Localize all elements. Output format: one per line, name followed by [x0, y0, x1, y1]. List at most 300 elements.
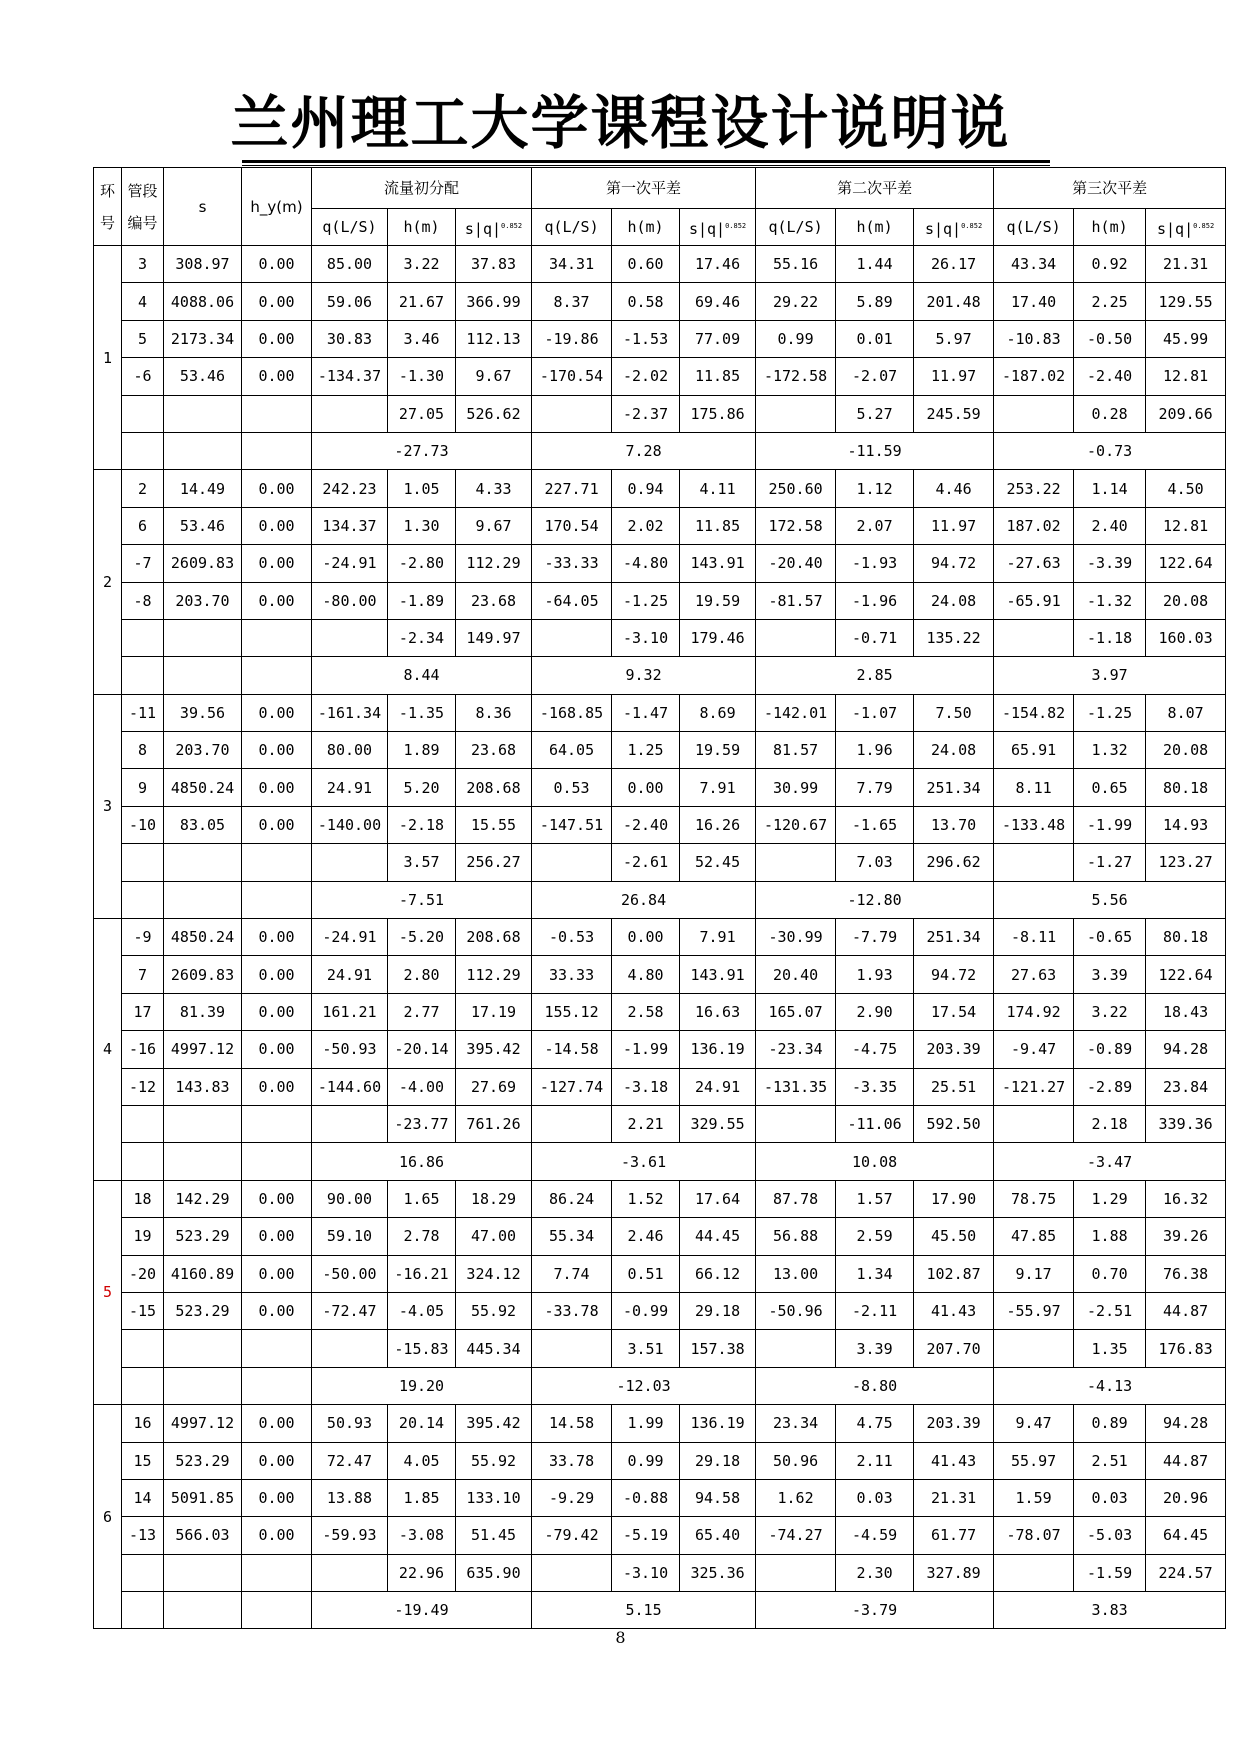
value-cell: 395.42 [456, 1031, 532, 1068]
hy-cell: 0.00 [242, 470, 312, 507]
pipe-id-cell: -6 [122, 358, 164, 395]
empty-cell [122, 395, 164, 432]
resistance-cell: 523.29 [164, 1218, 242, 1255]
value-cell: 17.90 [914, 1180, 994, 1217]
value-cell: -187.02 [994, 358, 1074, 395]
value-cell: 0.60 [612, 246, 680, 283]
value-cell: 4.80 [612, 956, 680, 993]
sq-sum-cell: 635.90 [456, 1554, 532, 1591]
value-cell: 0.03 [1074, 1479, 1146, 1516]
value-cell: 203.39 [914, 1405, 994, 1442]
value-cell: 86.24 [532, 1180, 612, 1217]
sum-row [94, 844, 1226, 881]
value-cell: 4.11 [680, 470, 756, 507]
empty-cell [994, 1105, 1074, 1142]
pipe-id-cell: 7 [122, 956, 164, 993]
value-cell: 1.32 [1074, 732, 1146, 769]
value-cell: -2.18 [388, 806, 456, 843]
value-cell: 0.00 [612, 769, 680, 806]
value-cell: 2.02 [612, 507, 680, 544]
empty-cell [312, 395, 388, 432]
value-cell: 9.67 [456, 507, 532, 544]
headloss-sum-cell: -2.37 [612, 395, 680, 432]
value-cell: 13.00 [756, 1255, 836, 1292]
headloss-sum-cell: 5.27 [836, 395, 914, 432]
headloss-sum-cell: -0.71 [836, 619, 914, 656]
value-cell: 56.88 [756, 1218, 836, 1255]
empty-cell [532, 619, 612, 656]
hy-cell: 0.00 [242, 1180, 312, 1217]
value-cell: 16.63 [680, 993, 756, 1030]
correction-cell: 3.83 [994, 1592, 1226, 1629]
headloss-sum-cell: -3.10 [612, 619, 680, 656]
value-cell: 2.77 [388, 993, 456, 1030]
pipe-id-cell: -11 [122, 694, 164, 731]
value-cell: -16.21 [388, 1255, 456, 1292]
value-cell: 0.53 [532, 769, 612, 806]
value-cell: -2.40 [1074, 358, 1146, 395]
ring-number-cell: 4 [94, 919, 122, 1181]
correction-cell: 19.20 [312, 1367, 532, 1404]
empty-cell [122, 844, 164, 881]
value-cell: 201.48 [914, 283, 994, 320]
value-cell: 13.88 [312, 1479, 388, 1516]
table-row [94, 769, 1226, 806]
hy-cell: 0.00 [242, 1031, 312, 1068]
value-cell: -5.19 [612, 1517, 680, 1554]
value-cell: 4.46 [914, 470, 994, 507]
value-cell: -2.40 [612, 806, 680, 843]
table-row [94, 1218, 1226, 1255]
pipe-id-cell: 5 [122, 320, 164, 357]
pipe-id-cell: 6 [122, 507, 164, 544]
empty-cell [242, 432, 312, 469]
value-cell: 5.20 [388, 769, 456, 806]
value-cell: -172.58 [756, 358, 836, 395]
sq-sum-cell: 207.70 [914, 1330, 994, 1367]
value-cell: -65.91 [994, 582, 1074, 619]
headloss-subheader: h(m) [836, 209, 914, 246]
resistance-cell: 2609.83 [164, 956, 242, 993]
empty-cell [164, 844, 242, 881]
resistance-cell: 4850.24 [164, 769, 242, 806]
value-cell: 94.72 [914, 956, 994, 993]
empty-cell [312, 1330, 388, 1367]
headloss-sum-cell: 2.21 [612, 1105, 680, 1142]
value-cell: 66.12 [680, 1255, 756, 1292]
sq-sum-cell: 175.86 [680, 395, 756, 432]
value-cell: 33.33 [532, 956, 612, 993]
value-cell: 41.43 [914, 1292, 994, 1329]
value-cell: 250.60 [756, 470, 836, 507]
value-cell: 11.85 [680, 358, 756, 395]
value-cell: -19.86 [532, 320, 612, 357]
empty-cell [242, 844, 312, 881]
pipe-id-cell: 17 [122, 993, 164, 1030]
value-cell: -81.57 [756, 582, 836, 619]
table-row [94, 283, 1226, 320]
value-cell: 23.34 [756, 1405, 836, 1442]
value-cell: 227.71 [532, 470, 612, 507]
value-cell: 0.51 [612, 1255, 680, 1292]
value-cell: 1.29 [1074, 1180, 1146, 1217]
value-cell: -0.88 [612, 1479, 680, 1516]
value-cell: 134.37 [312, 507, 388, 544]
empty-cell [242, 395, 312, 432]
value-cell: 80.18 [1146, 769, 1226, 806]
value-cell: 0.89 [1074, 1405, 1146, 1442]
value-cell: 242.23 [312, 470, 388, 507]
empty-cell [164, 395, 242, 432]
empty-cell [122, 619, 164, 656]
value-cell: -2.02 [612, 358, 680, 395]
empty-cell [122, 881, 164, 918]
correction-cell: -3.61 [532, 1143, 756, 1180]
headloss-sum-cell: -2.61 [612, 844, 680, 881]
value-cell: -20.14 [388, 1031, 456, 1068]
value-cell: 47.85 [994, 1218, 1074, 1255]
value-cell: 90.00 [312, 1180, 388, 1217]
sq-sum-cell: 149.97 [456, 619, 532, 656]
value-cell: 2.59 [836, 1218, 914, 1255]
value-cell: 55.97 [994, 1442, 1074, 1479]
value-cell: 65.91 [994, 732, 1074, 769]
value-cell: 1.12 [836, 470, 914, 507]
group-header-first: 第一次平差 [532, 168, 756, 209]
value-cell: 18.43 [1146, 993, 1226, 1030]
value-cell: -59.93 [312, 1517, 388, 1554]
value-cell: 0.03 [836, 1479, 914, 1516]
empty-cell [122, 1143, 164, 1180]
sq-subheader-exponent: 0.852 [725, 221, 747, 230]
empty-cell [164, 657, 242, 694]
value-cell: 208.68 [456, 769, 532, 806]
value-cell: 45.99 [1146, 320, 1226, 357]
value-cell: 8.37 [532, 283, 612, 320]
value-cell: 122.64 [1146, 545, 1226, 582]
value-cell: 395.42 [456, 1405, 532, 1442]
correction-cell: 16.86 [312, 1143, 532, 1180]
value-cell: -30.99 [756, 919, 836, 956]
sq-subheader [1146, 209, 1226, 246]
value-cell: -8.11 [994, 919, 1074, 956]
empty-cell [164, 1105, 242, 1142]
value-cell: 0.70 [1074, 1255, 1146, 1292]
value-cell: -2.07 [836, 358, 914, 395]
resistance-cell: 2609.83 [164, 545, 242, 582]
ring-number-header: 环号 [94, 168, 122, 246]
hy-cell: 0.00 [242, 956, 312, 993]
value-cell: 21.31 [1146, 246, 1226, 283]
value-cell: 87.78 [756, 1180, 836, 1217]
table-row [94, 694, 1226, 731]
empty-cell [164, 432, 242, 469]
sq-sum-cell: 325.36 [680, 1554, 756, 1591]
table-row [94, 732, 1226, 769]
value-cell: -1.47 [612, 694, 680, 731]
value-cell: 45.50 [914, 1218, 994, 1255]
value-cell: 44.45 [680, 1218, 756, 1255]
value-cell: 0.65 [1074, 769, 1146, 806]
value-cell: 23.68 [456, 582, 532, 619]
value-cell: 59.06 [312, 283, 388, 320]
pipe-id-header: 管段编号 [122, 168, 164, 246]
correction-row [94, 1367, 1226, 1404]
pipe-id-cell: 2 [122, 470, 164, 507]
value-cell: -140.00 [312, 806, 388, 843]
value-cell: 11.97 [914, 507, 994, 544]
value-cell: 2.80 [388, 956, 456, 993]
hy-cell: 0.00 [242, 283, 312, 320]
value-cell: -3.39 [1074, 545, 1146, 582]
sq-subheader [456, 209, 532, 246]
value-cell: -0.53 [532, 919, 612, 956]
correction-cell: 5.15 [532, 1592, 756, 1629]
empty-cell [756, 1330, 836, 1367]
empty-cell [756, 1105, 836, 1142]
pipe-id-cell: -20 [122, 1255, 164, 1292]
hy-cell: 0.00 [242, 806, 312, 843]
value-cell: -14.58 [532, 1031, 612, 1068]
value-cell: 29.18 [680, 1292, 756, 1329]
value-cell: -50.96 [756, 1292, 836, 1329]
headloss-subheader: h(m) [1074, 209, 1146, 246]
value-cell: 1.59 [994, 1479, 1074, 1516]
resistance-cell: 14.49 [164, 470, 242, 507]
value-cell: 16.26 [680, 806, 756, 843]
resistance-cell: 142.29 [164, 1180, 242, 1217]
value-cell: 55.16 [756, 246, 836, 283]
sq-sum-cell: 224.57 [1146, 1554, 1226, 1591]
correction-cell: -0.73 [994, 432, 1226, 469]
hy-cell: 0.00 [242, 1068, 312, 1105]
value-cell: 155.12 [532, 993, 612, 1030]
resistance-cell: 5091.85 [164, 1479, 242, 1516]
value-cell: 13.70 [914, 806, 994, 843]
value-cell: 0.94 [612, 470, 680, 507]
empty-cell [122, 1105, 164, 1142]
value-cell: 102.87 [914, 1255, 994, 1292]
headloss-sum-cell: 2.18 [1074, 1105, 1146, 1142]
headloss-sum-cell: -1.27 [1074, 844, 1146, 881]
sum-row [94, 395, 1226, 432]
value-cell: 0.99 [612, 1442, 680, 1479]
value-cell: 11.97 [914, 358, 994, 395]
sq-sum-cell: 526.62 [456, 395, 532, 432]
value-cell: 1.34 [836, 1255, 914, 1292]
correction-row [94, 1143, 1226, 1180]
value-cell: 3.46 [388, 320, 456, 357]
value-cell: -50.00 [312, 1255, 388, 1292]
value-cell: 44.87 [1146, 1292, 1226, 1329]
value-cell: -4.00 [388, 1068, 456, 1105]
headloss-sum-cell: 3.57 [388, 844, 456, 881]
resistance-cell: 39.56 [164, 694, 242, 731]
sq-sum-cell: 209.66 [1146, 395, 1226, 432]
value-cell: 174.92 [994, 993, 1074, 1030]
table-row [94, 1292, 1226, 1329]
value-cell: -3.35 [836, 1068, 914, 1105]
empty-cell [756, 1554, 836, 1591]
empty-cell [532, 844, 612, 881]
correction-cell: -3.47 [994, 1143, 1226, 1180]
value-cell: 17.54 [914, 993, 994, 1030]
value-cell: 112.13 [456, 320, 532, 357]
value-cell: 3.22 [388, 246, 456, 283]
hy-cell: 0.00 [242, 507, 312, 544]
value-cell: -7.79 [836, 919, 914, 956]
empty-cell [122, 432, 164, 469]
value-cell: -4.59 [836, 1517, 914, 1554]
table-row [94, 806, 1226, 843]
headloss-sum-cell: 0.28 [1074, 395, 1146, 432]
empty-cell [994, 844, 1074, 881]
correction-cell: -7.51 [312, 881, 532, 918]
value-cell: 9.47 [994, 1405, 1074, 1442]
pipe-id-cell: -16 [122, 1031, 164, 1068]
sq-sum-cell: 157.38 [680, 1330, 756, 1367]
pipe-id-cell: -8 [122, 582, 164, 619]
value-cell: -1.53 [612, 320, 680, 357]
sq-sum-cell: 179.46 [680, 619, 756, 656]
sq-subheader-label: s|q| [464, 219, 502, 238]
value-cell: -79.42 [532, 1517, 612, 1554]
hy-cell: 0.00 [242, 1479, 312, 1516]
value-cell: -9.29 [532, 1479, 612, 1516]
value-cell: 1.30 [388, 507, 456, 544]
value-cell: 29.22 [756, 283, 836, 320]
value-cell: -168.85 [532, 694, 612, 731]
value-cell: 15.55 [456, 806, 532, 843]
correction-cell: 26.84 [532, 881, 756, 918]
value-cell: -161.34 [312, 694, 388, 731]
value-cell: 24.08 [914, 732, 994, 769]
resistance-cell: 523.29 [164, 1292, 242, 1329]
value-cell: 251.34 [914, 919, 994, 956]
value-cell: -9.47 [994, 1031, 1074, 1068]
flow-subheader: q(L/S) [312, 209, 388, 246]
value-cell: -5.20 [388, 919, 456, 956]
value-cell: -72.47 [312, 1292, 388, 1329]
value-cell: -74.27 [756, 1517, 836, 1554]
value-cell: 37.83 [456, 246, 532, 283]
value-cell: -1.25 [612, 582, 680, 619]
value-cell: 20.96 [1146, 1479, 1226, 1516]
value-cell: -1.35 [388, 694, 456, 731]
value-cell: -2.51 [1074, 1292, 1146, 1329]
value-cell: -80.00 [312, 582, 388, 619]
table-row [94, 582, 1226, 619]
sq-sum-cell: 445.34 [456, 1330, 532, 1367]
value-cell: 39.26 [1146, 1218, 1226, 1255]
ring-number-cell: 1 [94, 246, 122, 470]
empty-cell [242, 1105, 312, 1142]
empty-cell [164, 619, 242, 656]
value-cell: 208.68 [456, 919, 532, 956]
table-row [94, 470, 1226, 507]
value-cell: 94.58 [680, 1479, 756, 1516]
value-cell: 25.51 [914, 1068, 994, 1105]
value-cell: 136.19 [680, 1405, 756, 1442]
value-cell: 2.78 [388, 1218, 456, 1255]
ring-number-cell: 5 [94, 1180, 122, 1404]
value-cell: -4.80 [612, 545, 680, 582]
value-cell: 129.55 [1146, 283, 1226, 320]
correction-cell: 3.97 [994, 657, 1226, 694]
value-cell: 1.57 [836, 1180, 914, 1217]
resistance-cell: 4997.12 [164, 1031, 242, 1068]
value-cell: 76.38 [1146, 1255, 1226, 1292]
hy-cell: 0.00 [242, 694, 312, 731]
document-title: 兰州理工大学课程设计说明说 [230, 89, 1011, 157]
value-cell: -2.89 [1074, 1068, 1146, 1105]
table-row [94, 1479, 1226, 1516]
headloss-subheader: h(m) [612, 209, 680, 246]
empty-cell [532, 1554, 612, 1591]
empty-cell [242, 619, 312, 656]
page-number: 8 [615, 1628, 626, 1647]
empty-cell [242, 1367, 312, 1404]
resistance-cell: 143.83 [164, 1068, 242, 1105]
value-cell: 4.33 [456, 470, 532, 507]
value-cell: 17.64 [680, 1180, 756, 1217]
sq-subheader-exponent: 0.852 [961, 221, 983, 230]
correction-row [94, 881, 1226, 918]
empty-cell [312, 1554, 388, 1591]
correction-cell: 7.28 [532, 432, 756, 469]
table-row [94, 1405, 1226, 1442]
sq-sum-cell: 256.27 [456, 844, 532, 881]
empty-cell [994, 395, 1074, 432]
correction-cell: 9.32 [532, 657, 756, 694]
hy-cell: 0.00 [242, 732, 312, 769]
hy-cell: 0.00 [242, 320, 312, 357]
value-cell: 1.62 [756, 1479, 836, 1516]
value-cell: -24.91 [312, 919, 388, 956]
value-cell: 4.50 [1146, 470, 1226, 507]
value-cell: 2.51 [1074, 1442, 1146, 1479]
value-cell: -27.63 [994, 545, 1074, 582]
value-cell: 64.05 [532, 732, 612, 769]
value-cell: 133.10 [456, 1479, 532, 1516]
table-row [94, 320, 1226, 357]
correction-cell: 10.08 [756, 1143, 994, 1180]
correction-cell: -11.59 [756, 432, 994, 469]
correction-row [94, 657, 1226, 694]
value-cell: 17.19 [456, 993, 532, 1030]
title-underline-thin [242, 165, 1050, 166]
hy-cell: 0.00 [242, 769, 312, 806]
table-row [94, 1031, 1226, 1068]
value-cell: 69.46 [680, 283, 756, 320]
value-cell: -1.32 [1074, 582, 1146, 619]
hy-cell: 0.00 [242, 1255, 312, 1292]
value-cell: 23.68 [456, 732, 532, 769]
pipe-id-cell: 9 [122, 769, 164, 806]
hy-cell: 0.00 [242, 1292, 312, 1329]
table-row [94, 1180, 1226, 1217]
empty-cell [756, 395, 836, 432]
value-cell: 1.52 [612, 1180, 680, 1217]
sq-sum-cell: 176.83 [1146, 1330, 1226, 1367]
empty-cell [532, 1105, 612, 1142]
value-cell: 12.81 [1146, 507, 1226, 544]
correction-cell: -19.49 [312, 1592, 532, 1629]
value-cell: 1.05 [388, 470, 456, 507]
resistance-cell: 4850.24 [164, 919, 242, 956]
hy-cell: 0.00 [242, 1218, 312, 1255]
value-cell: -78.07 [994, 1517, 1074, 1554]
